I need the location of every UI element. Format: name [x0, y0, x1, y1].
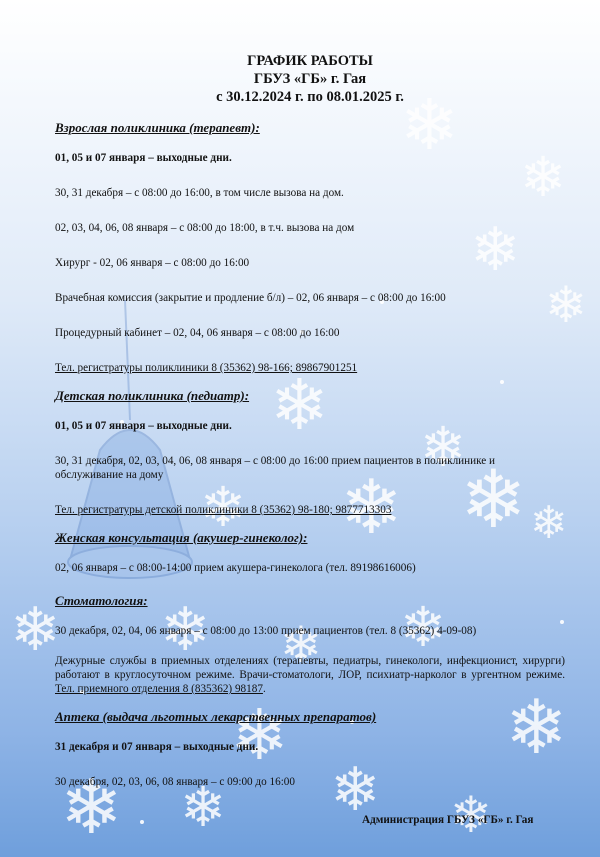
- snowflake-icon: ❄: [60, 763, 123, 851]
- snowflake-icon: ❄: [180, 775, 227, 839]
- child-clinic-heading: Детская поликлиника (педиатр):: [55, 388, 250, 403]
- pharmacy-hours: 30 декабря, 02, 03, 06, 08 января – с 09:00 до 16:00: [55, 776, 295, 788]
- snowflake-icon: ❄: [270, 364, 329, 446]
- adult-clinic-heading: Взрослая поликлиника (терапевт):: [55, 120, 260, 135]
- snowflake-icon: ❄: [520, 145, 567, 209]
- medical-commission-hours: Врачебная комиссия (закрытие и продление б/л) – 02, 06 января – с 08:00 до 16:00: [55, 292, 446, 304]
- women-consultation-heading: Женская консультация (акушер-гинеколог):: [55, 530, 308, 545]
- adult-days-off: 01, 05 и 07 января – выходные дни.: [55, 152, 232, 164]
- child-days-off: 01, 05 и 07 января – выходные дни.: [55, 420, 232, 432]
- schedule-document: [55, 52, 565, 810]
- snowflake-icon: ❄: [450, 786, 492, 844]
- adult-registry-phone: Тел. регистратуры поликлиники 8 (35362) 98-166; 89867901251: [55, 362, 358, 374]
- pharmacy-days-off: 31 декабря и 07 января – выходные дни.: [55, 741, 259, 753]
- snow-dot: [140, 820, 144, 824]
- snowflake-icon: ❄: [200, 475, 247, 539]
- duty-services-note: [55, 654, 565, 696]
- title-line-2: ГБУЗ «ГБ» г. Гая: [253, 71, 367, 87]
- snowflake-icon: ❄: [505, 683, 568, 771]
- snowflake-icon: ❄: [10, 595, 61, 665]
- duty-services-end: .: [262, 683, 266, 695]
- snowflake-icon: ❄: [330, 755, 381, 825]
- adult-hours-2: 02, 03, 04, 06, 08 января – с 08:00 до 18:00, в т.ч. вызова на дом: [55, 222, 355, 234]
- adult-hours-1: 30, 31 декабря – с 08:00 до 16:00, в том числе вызова на дом.: [55, 187, 344, 199]
- women-hours: 02, 06 января – с 08:00-14:00 прием акушера-гинеколога (тел. 89198616006): [55, 562, 416, 574]
- snowflake-icon: ❄: [280, 616, 322, 674]
- snowflake-icon: ❄: [160, 595, 211, 665]
- snowflake-icon: ❄: [460, 453, 528, 546]
- child-registry-phone: Тел. регистратуры детской поликлиники 8 (35362) 98-180; 9877713303: [55, 504, 392, 516]
- title-line-3: с 30.12.2024 г. по 08.01.2025 г.: [216, 89, 404, 105]
- dentistry-hours: 30 декабря, 02, 04, 06 января – с 08:00 до 13:00 прием пациентов (тел. 8 (35362) 4-09-08): [55, 625, 477, 637]
- snowflake-icon: ❄: [340, 463, 403, 551]
- admission-department-phone: Тел. приемного отделения 8 (835362) 98187: [55, 683, 263, 695]
- title-line-1: ГРАФИК РАБОТЫ: [247, 53, 373, 69]
- snowflake-icon: ❄: [230, 694, 289, 776]
- pharmacy-heading: Аптека (выдача льготных лекарственных препаратов): [55, 709, 377, 724]
- child-hours: 30, 31 декабря, 02, 03, 04, 06, 08 января – с 08:00 до 16:00 прием пациентов в поликлинике и обслуживание на дому: [55, 455, 496, 481]
- procedure-room-hours: Процедурный кабинет – 02, 04, 06 января – с 08:00 до 16:00: [55, 327, 340, 339]
- duty-services-text: Дежурные службы в приемных отделениях (терапевты, педиатры, гинекологи, инфекционист, хирурги) работают в круглосуточном режиме. Врачи-стоматологи, ЛОР, психиатр-нарколог в ургентном режиме.: [55, 655, 565, 681]
- snowflake-icon: ❄: [400, 595, 447, 659]
- snowflake-icon: ❄: [470, 215, 521, 285]
- snowflake-icon: ❄: [545, 276, 587, 334]
- administration-signature: Администрация ГБУЗ «ГБ» г. Гая: [362, 814, 534, 826]
- snowflake-icon: ❄: [420, 415, 467, 479]
- snowflake-icon: ❄: [530, 496, 568, 549]
- snowflake-icon: ❄: [400, 84, 459, 166]
- surgeon-hours: Хирург - 02, 06 января – с 08:00 до 16:00: [55, 257, 250, 269]
- dentistry-heading: Стоматология:: [55, 593, 148, 608]
- document-title: [55, 52, 565, 106]
